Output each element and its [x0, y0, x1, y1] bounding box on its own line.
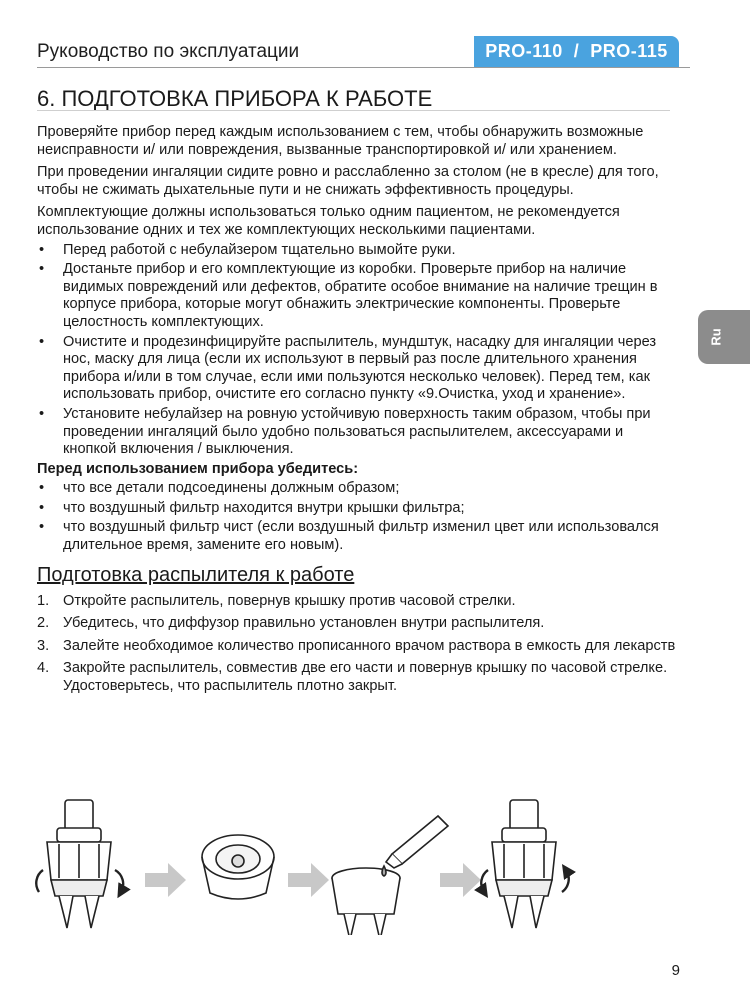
section-title: 6. ПОДГОТОВКА ПРИБОРА К РАБОТЕ — [37, 86, 433, 111]
page-number: 9 — [671, 962, 680, 979]
nebulizer-open-icon — [36, 800, 123, 928]
list-item: • что все детали подсоединены должным образом; — [37, 480, 677, 498]
check-bullet-list — [37, 480, 677, 554]
paragraph: Проверяйте прибор перед каждым использованием с тем, чтобы обнаружить возможные неисправности и/ или повреждения, вызванные транспортировкой и/ или хранением. — [37, 124, 644, 158]
header-divider — [37, 67, 690, 68]
list-item: • Достаньте прибор и его комплектующие из коробки. Проверьте прибор на наличие видимых повреждений или дефектов, обратите особое внимание на наличие трещин в корпусе прибора, которые могут обнажить электрические компоненты. Проверьте целостность комплектующих. — [37, 261, 677, 331]
header-title: Руководство по эксплуатации — [37, 41, 300, 62]
step-number: 4. — [37, 660, 50, 677]
model-badge: PRO-110 / PRO-115 — [474, 36, 679, 67]
steps-list — [37, 593, 677, 696]
filling-medication-icon — [332, 816, 448, 935]
list-item: • Установите небулайзер на ровную устойчивую поверхность таким образом, чтобы при проведении ингаляций было удобно пользоваться распылителем, аксессуарами и кнопкой включения / выключения. — [37, 406, 677, 459]
paragraph: При проведении ингаляции сидите ровно и расслабленно за столом (не в кресле) для того, чтобы не сжимать дыхательные пути и не снижать эффективность процедуры. — [37, 164, 659, 198]
preparation-bullet-list — [37, 242, 677, 459]
subsection-title: Подготовка распылителя к работе — [37, 563, 355, 586]
list-item: • Очистите и продезинфицируйте распылитель, мундштук, насадку для ингаляции через нос, маску для лица (если их используют в первый раз после длительного хранения прибора и/или в том случае, если ими пользуются несколько человек). Перед тем, как использовать прибор, очистите его согласно пункту «9.Очистка, уход и хранение». — [37, 334, 677, 404]
step-item — [37, 660, 677, 695]
language-tab — [698, 310, 750, 364]
nebulizer-closed-icon — [481, 800, 568, 928]
step-item — [37, 615, 677, 633]
step-text: Залейте необходимое количество прописанного врачом раствора в емкость для лекарств — [63, 637, 676, 654]
diffuser-icon — [202, 835, 274, 899]
paragraph: Комплектующие должны использоваться только одним пациентом, не рекомендуется использование одних и тех же комплектующих несколькими пациентами. — [37, 204, 620, 238]
list-item: • что воздушный фильтр находится внутри крышки фильтра; — [37, 500, 677, 518]
content — [37, 124, 677, 701]
language-tab-label: Ru — [708, 328, 724, 346]
step-arrow-icon — [145, 863, 186, 897]
step-item — [37, 638, 677, 656]
step-text: Убедитесь, что диффузор правильно установлен внутри распылителя. — [63, 615, 545, 632]
step-item — [37, 593, 677, 611]
list-item: • Перед работой с небулайзером тщательно вымойте руки. — [37, 242, 677, 260]
check-heading: Перед использованием прибора убедитесь: — [37, 460, 359, 477]
list-item: • что воздушный фильтр чист (если воздушный фильтр изменил цвет или использовался длительное время, замените его новым). — [37, 519, 677, 554]
step-number: 2. — [37, 615, 50, 632]
step-arrow-icon — [288, 863, 329, 897]
section-divider — [37, 110, 670, 111]
step-text: Откройте распылитель, повернув крышку против часовой стрелки. — [63, 592, 516, 609]
step-number: 1. — [37, 592, 50, 609]
step-number: 3. — [37, 637, 50, 654]
nebulizer-illustration — [30, 795, 600, 935]
step-arrow-icon — [440, 863, 481, 897]
step-text: Закройте распылитель, совместив две его части и повернув крышку по часовой стрелке. Удостоверьтесь, что распылитель плотно закрыт. — [63, 660, 668, 695]
